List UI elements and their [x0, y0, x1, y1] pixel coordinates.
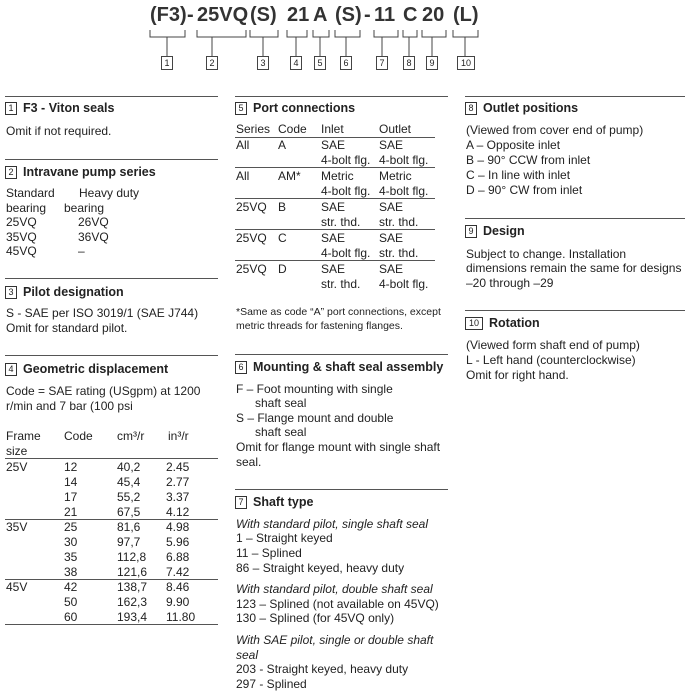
section-number: 8 [465, 102, 477, 115]
port-outlet: SAE [379, 262, 404, 276]
displacement-line-2: r/min and 7 bar (100 psi [6, 399, 133, 413]
port-note-2: metric threads for fastening flanges. [236, 320, 403, 332]
port-series: 25VQ [236, 231, 267, 245]
code-part-dash2: - [364, 4, 371, 26]
section-1-text: Omit if not required. [6, 124, 112, 138]
port-code: C [278, 231, 287, 245]
outlet-line-1: (Viewed from cover end of pump) [466, 123, 644, 137]
section-6-heading [235, 360, 443, 374]
section-title: Mounting & shaft seal assembly [253, 360, 444, 374]
code-box-6: 6 [340, 56, 352, 70]
mounting-line-1: F – Foot mounting with single [236, 382, 393, 396]
code-part-outlet: C [403, 4, 418, 26]
port-row-rule [235, 167, 435, 168]
code-part-pilot: (S) [250, 4, 277, 26]
rotation-line-1: (Viewed form shaft end of pump) [466, 338, 640, 352]
section-number: 1 [5, 102, 17, 115]
design-line-1: Subject to change. Installation [466, 247, 627, 261]
frame-size: 45V [6, 580, 28, 594]
displacement-in3: 5.96 [166, 535, 190, 549]
displacement-code: 50 [64, 595, 78, 609]
code-box-1: 1 [161, 56, 173, 70]
port-header-inlet: Inlet [321, 122, 344, 136]
port-inlet-2: 4-bolt flg. [321, 153, 371, 167]
displacement-in3: 3.37 [166, 490, 190, 504]
displacement-cm3: 40,2 [117, 460, 141, 474]
section-title: Design [483, 224, 525, 238]
series-standard: 45VQ [6, 244, 37, 258]
displacement-code: 42 [64, 580, 78, 594]
displacement-in3: 11.80 [166, 610, 196, 624]
code-box-9: 9 [426, 56, 438, 70]
shaft-option: 86 – Straight keyed, heavy duty [236, 561, 405, 575]
section-number: 3 [5, 286, 17, 299]
displacement-in3: 2.77 [166, 475, 190, 489]
series-col1-header-2: bearing [6, 201, 47, 215]
port-header-series: Series [236, 122, 271, 136]
outlet-line-4: C – In line with inlet [466, 168, 571, 182]
series-standard: 35VQ [6, 230, 37, 244]
header-code: Code [64, 429, 93, 443]
displacement-in3: 4.98 [166, 520, 190, 534]
section-8-heading [465, 101, 578, 115]
section-title: Shaft type [253, 495, 314, 509]
divider [5, 355, 218, 356]
divider [465, 310, 685, 311]
port-header-code: Code [278, 122, 307, 136]
code-part-displacement: 21 [287, 4, 310, 26]
displacement-cm3: 81,6 [117, 520, 141, 534]
shaft-option: 11 – Splined [236, 546, 302, 560]
code-part-series: 25VQ [197, 4, 249, 26]
port-row-rule [235, 260, 435, 261]
displacement-code: 35 [64, 550, 78, 564]
outlet-line-5: D – 90° CW from inlet [466, 183, 583, 197]
code-box-3: 3 [257, 56, 269, 70]
port-inlet: SAE [321, 231, 346, 245]
section-title: Rotation [489, 316, 540, 330]
series-col2-header-2: bearing [64, 201, 105, 215]
displacement-cm3: 67,5 [117, 505, 141, 519]
divider [5, 278, 218, 279]
displacement-cm3: 97,7 [117, 535, 141, 549]
section-title: Pilot designation [23, 285, 124, 299]
port-series: 25VQ [236, 262, 267, 276]
port-inlet: SAE [321, 200, 346, 214]
section-number: 6 [235, 361, 247, 374]
shaft-group-3-heading-2: seal [236, 648, 259, 662]
header-size: size [6, 444, 28, 458]
section-title: Intravane pump series [23, 165, 156, 179]
port-note-1: *Same as code “A” port connections, except [236, 306, 441, 318]
code-box-8: 8 [403, 56, 415, 70]
section-7-heading [235, 495, 313, 509]
mounting-line-5: Omit for flange mount with single shaft [236, 440, 441, 454]
code-box-10: 10 [457, 56, 475, 70]
port-series: 25VQ [236, 200, 267, 214]
series-standard: 25VQ [6, 215, 37, 229]
shaft-option: 123 – Splined (not available on 45VQ) [236, 597, 439, 611]
section-title: Port connections [253, 101, 356, 115]
displacement-line-1: Code = SAE rating (USgpm) at 1200 [6, 384, 201, 398]
code-box-2: 2 [206, 56, 218, 70]
displacement-cm3: 121,6 [117, 565, 148, 579]
divider [235, 489, 448, 490]
port-inlet: Metric [321, 169, 354, 183]
section-number: 10 [465, 317, 483, 330]
port-code: A [278, 138, 287, 152]
header-cm3: cm³/r [117, 429, 145, 443]
rotation-line-2: L - Left hand (counterclockwise) [466, 353, 636, 367]
section-title: Geometric displacement [23, 362, 169, 376]
outlet-line-3: B – 90° CCW from inlet [466, 153, 591, 167]
displacement-code: 25 [64, 520, 78, 534]
mounting-line-2: shaft seal [255, 396, 307, 410]
code-box-5: 5 [314, 56, 326, 70]
code-box-7: 7 [376, 56, 388, 70]
port-inlet: SAE [321, 138, 346, 152]
port-code: B [278, 200, 287, 214]
port-outlet-2: 4-bolt flg. [379, 184, 429, 198]
shaft-option: 1 – Straight keyed [236, 531, 333, 545]
series-col1-header: Standard [6, 186, 55, 200]
displacement-in3: 6.88 [166, 550, 190, 564]
shaft-group-2-heading: With standard pilot, double shaft seal [236, 582, 433, 596]
series-heavy: 26VQ [78, 215, 109, 229]
port-code: D [278, 262, 287, 276]
divider [235, 354, 448, 355]
code-part-rotation: (L) [453, 4, 479, 26]
frame-size: 35V [6, 520, 28, 534]
port-series: All [236, 138, 250, 152]
section-title: Outlet positions [483, 101, 579, 115]
section-2-heading [5, 165, 156, 179]
series-col2-header: Heavy duty [79, 186, 140, 200]
section-number: 2 [5, 166, 17, 179]
pilot-line-1: S - SAE per ISO 3019/1 (SAE J744) [6, 306, 199, 320]
displacement-code: 12 [64, 460, 78, 474]
code-part-dash: - [187, 4, 194, 26]
model-code-diagram [0, 4, 691, 74]
displacement-cm3: 162,3 [117, 595, 148, 609]
displacement-cm3: 112,8 [117, 550, 147, 564]
displacement-in3: 7.42 [166, 565, 190, 579]
displacement-cm3: 55,2 [117, 490, 141, 504]
shaft-option: 130 – Splined (for 45VQ only) [236, 611, 395, 625]
section-5-heading [235, 101, 355, 115]
mounting-line-3: S – Flange mount and double [236, 411, 394, 425]
series-heavy: 36VQ [78, 230, 109, 244]
displacement-code: 17 [64, 490, 78, 504]
displacement-code: 60 [64, 610, 78, 624]
displacement-in3: 2.45 [166, 460, 190, 474]
displacement-code: 30 [64, 535, 78, 549]
port-inlet-2: 4-bolt flg. [321, 246, 371, 260]
port-inlet: SAE [321, 262, 346, 276]
code-part-f3: (F3) [150, 4, 187, 26]
port-outlet: SAE [379, 231, 404, 245]
mounting-line-4: shaft seal [255, 425, 307, 439]
port-row-rule [235, 198, 435, 199]
port-inlet-2: str. thd. [321, 215, 361, 229]
port-outlet: SAE [379, 138, 404, 152]
section-number: 5 [235, 102, 247, 115]
section-9-heading [465, 224, 525, 238]
rotation-line-3: Omit for right hand. [466, 368, 569, 382]
shaft-option: 297 - Splined [236, 677, 307, 691]
port-outlet: Metric [379, 169, 412, 183]
header-frame: Frame [6, 429, 41, 443]
section-number: 7 [235, 496, 247, 509]
port-row-rule [235, 229, 435, 230]
header-in3: in³/r [168, 429, 189, 443]
displacement-cm3: 193,4 [117, 610, 148, 624]
displacement-cm3: 45,4 [117, 475, 141, 489]
port-header-outlet: Outlet [379, 122, 412, 136]
port-outlet-2: 4-bolt flg. [379, 153, 429, 167]
displacement-in3: 8.46 [166, 580, 190, 594]
code-part-port: A [313, 4, 328, 26]
design-line-3: –20 through –29 [466, 276, 554, 290]
divider [235, 96, 448, 97]
series-heavy: – [78, 244, 85, 258]
frame-size: 25V [6, 460, 28, 474]
displacement-in3: 9.90 [166, 595, 190, 609]
shaft-option: 203 - Straight keyed, heavy duty [236, 662, 409, 676]
section-1-heading [5, 101, 114, 115]
port-inlet-2: 4-bolt flg. [321, 184, 371, 198]
section-number: 4 [5, 363, 17, 376]
port-series: All [236, 169, 250, 183]
port-outlet-2: 4-bolt flg. [379, 277, 429, 291]
port-outlet-2: str. thd. [379, 215, 419, 229]
code-part-design: 20 [422, 4, 445, 26]
displacement-code: 38 [64, 565, 78, 579]
port-inlet-2: str. thd. [321, 277, 361, 291]
displacement-code: 21 [64, 505, 78, 519]
shaft-group-3-heading: With SAE pilot, single or double shaft [236, 633, 434, 647]
port-outlet: SAE [379, 200, 404, 214]
shaft-group-1-heading: With standard pilot, single shaft seal [236, 517, 428, 531]
divider [465, 96, 685, 97]
displacement-cm3: 138,7 [117, 580, 148, 594]
port-outlet-2: str. thd. [379, 246, 419, 260]
divider [465, 218, 685, 219]
design-line-2: dimensions remain the same for designs [466, 261, 682, 275]
pilot-line-2: Omit for standard pilot. [6, 321, 128, 335]
code-part-shaft: 11 [374, 4, 396, 26]
displacement-code: 14 [64, 475, 78, 489]
section-3-heading [5, 285, 124, 299]
table-header-rule [5, 458, 218, 459]
section-number: 9 [465, 225, 477, 238]
divider [5, 96, 218, 97]
port-code: AM* [278, 169, 301, 183]
outlet-line-2: A – Opposite inlet [466, 138, 561, 152]
mounting-line-6: seal. [236, 455, 262, 469]
code-part-mounting: (S) [335, 4, 362, 26]
section-title: F3 - Viton seals [23, 101, 115, 115]
divider [5, 159, 218, 160]
code-box-4: 4 [290, 56, 302, 70]
section-10-heading [465, 316, 540, 330]
displacement-in3: 4.12 [166, 505, 190, 519]
group-rule [5, 624, 218, 625]
section-4-heading [5, 362, 168, 376]
